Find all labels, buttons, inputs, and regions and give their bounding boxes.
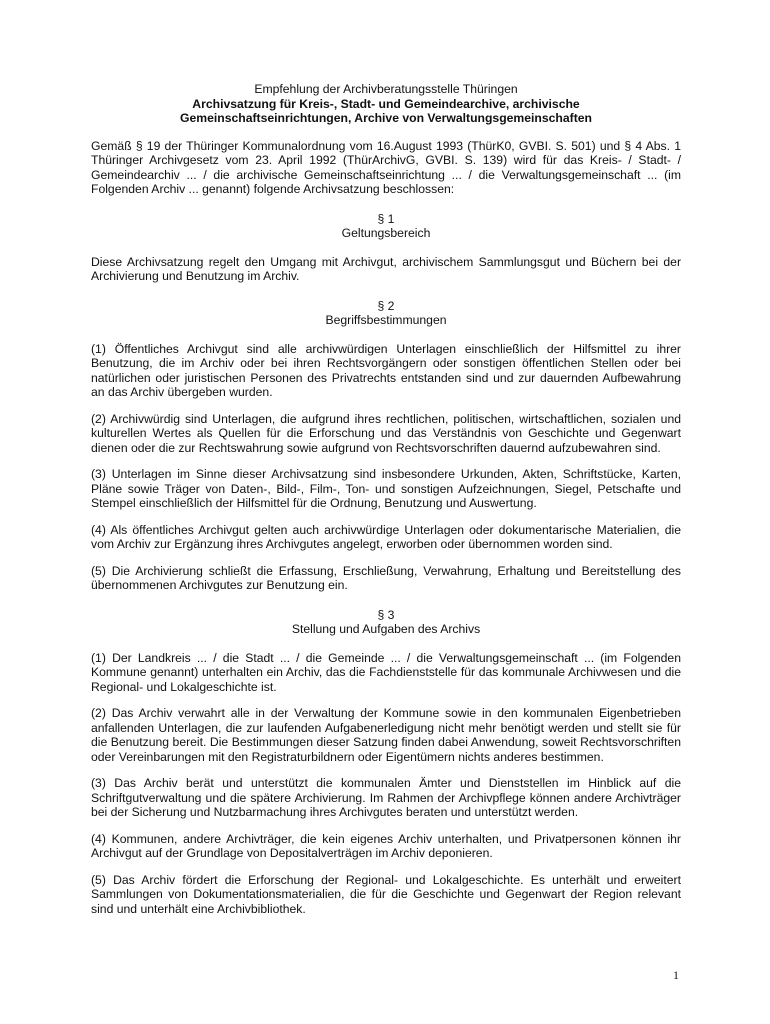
paragraph-1: Diese Archivsatzung regelt den Umgang mit Archivgut, archivischem Sammlungsgut und Büchern bei der Archivierung und Benutzung im Archiv.: [91, 254, 681, 283]
section-number: § 1: [377, 211, 395, 226]
paragraph-3-2: (2) Das Archiv verwahrt alle in der Verwaltung der Kommune sowie in den kommunalen Eigenbetrieben anfallenden Unterlagen, die zur laufenden Aufgabenerledigung nicht mehr benötigt werden und stellt sie für die Benutzung bereit. Die Bestimmungen dieser Satzung finden dabei Anwendung, soweit Rechtsvorschriften oder Vereinbarungen mit den Registraturbildnern oder Eigentümern nichts anderes bestimmen.: [91, 706, 681, 764]
document-header: [91, 82, 681, 126]
section-title: Geltungsbereich: [341, 226, 431, 240]
section-heading-2: [91, 299, 681, 328]
paragraph-3-4: (4) Kommunen, andere Archivträger, die kein eigenes Archiv unterhalten, und Privatpersonen können ihr Archivgut auf der Grundlage von Depositalverträgen im Archiv deponieren.: [91, 831, 681, 860]
paragraph-3-1: (1) Der Landkreis ... / die Stadt ... / die Gemeinde ... / die Verwaltungsgemeinschaft ... (im Folgenden Kommune genannt) unterhalten ein Archiv, das die Fachdienststelle für das kommunale Archivwesen und die Regional- und Lokalgeschichte ist.: [91, 650, 681, 694]
document-title-line-2: Gemeinschaftseinrichtungen, Archive von Verwaltungsgemeinschaften: [180, 111, 592, 125]
paragraph-2-5: (5) Die Archivierung schließt die Erfassung, Erschließung, Verwahrung, Erhaltung und Bereitstellung des übernommenen Archivgutes zur Benutzung ein.: [91, 563, 681, 592]
document-body: [91, 82, 681, 916]
intro-paragraph: Gemäß § 19 der Thüringer Kommunalordnung vom 16.August 1993 (ThürK0, GVBI. S. 501) und § 4 Abs. 1 Thüringer Archivgesetz vom 23. April 1992 (ThürArchivG, GVBI. S. 139) wird für das Kreis- / Stadt- / Gemeindearchiv ... / die archivische Gemeinschaftseinrichtung ... / die Verwaltungsgemeinschaft ... (im Folgenden Archiv ... genannt) folgende Archivsatzung beschlossen:: [91, 138, 681, 196]
document-title-line-1: Archivsatzung für Kreis-, Stadt- und Gemeindearchive, archivische: [192, 96, 580, 111]
paragraph-2-3: (3) Unterlagen im Sinne dieser Archivsatzung sind insbesondere Urkunden, Akten, Schriftstücke, Karten, Pläne sowie Träger von Daten-, Bild-, Film-, Ton- und sonstigen Aufzeichnungen, Siegel, Petschafte und Stempel einschließlich der Hilfsmittel für die Ordnung, Benutzung und Auswertung.: [91, 467, 681, 510]
section-heading-3: [91, 608, 681, 637]
paragraph-2-2: (2) Archivwürdig sind Unterlagen, die aufgrund ihres rechtlichen, politischen, wirtschaftlichen, sozialen und kulturellen Wertes als Quellen für die Erforschung und das Verständnis von Geschichte und Gegenwart dienen oder die zur Rechtswahrung sowie aufgrund von Rechtsvorschriften dauernd aufzubewahren sind.: [91, 411, 681, 455]
page-number: 1: [673, 968, 679, 982]
paragraph-2-1: (1) Öffentliches Archivgut sind alle archivwürdigen Unterlagen einschließlich der Hilfsmittel zu ihrer Benutzung, die im Archiv oder bei ihren Rechtsvorgängern oder sonstigen öffentlichen Stellen oder bei natürlichen oder juristischen Personen des Privatrechts entstanden sind und zur dauernden Aufbewahrung an das Archiv übergeben wurden.: [91, 341, 681, 399]
paragraph-2-4: (4) Als öffentliches Archivgut gelten auch archivwürdige Unterlagen oder dokumentarische Materialien, die vom Archiv zur Ergänzung ihres Archivgutes angelegt, erworben oder übernommen worden sind.: [91, 522, 681, 551]
paragraph-3-3: (3) Das Archiv berät und unterstützt die kommunalen Ämter und Dienststellen im Hinblick auf die Schriftgutverwaltung und die spätere Archivierung. Im Rahmen der Archivpflege können andere Archivträger bei der Sicherung und Nutzbarmachung ihres Archivgutes beraten und unterstützt werden.: [91, 776, 681, 819]
section-number: § 3: [377, 607, 395, 622]
paragraph-3-5: (5) Das Archiv fördert die Erforschung der Regional- und Lokalgeschichte. Es unterhält und erweitert Sammlungen von Dokumentationsmaterialien, die für die Geschichte und Gegenwart der Region relevant sind und unterhält eine Archivbibliothek.: [91, 872, 681, 916]
header-recommendation: Empfehlung der Archivberatungsstelle Thüringen: [254, 82, 518, 96]
section-title: Stellung und Aufgaben des Archivs: [291, 622, 481, 636]
section-heading-1: [91, 212, 681, 241]
section-number: § 2: [377, 298, 395, 313]
section-title: Begriffsbestimmungen: [325, 313, 447, 327]
